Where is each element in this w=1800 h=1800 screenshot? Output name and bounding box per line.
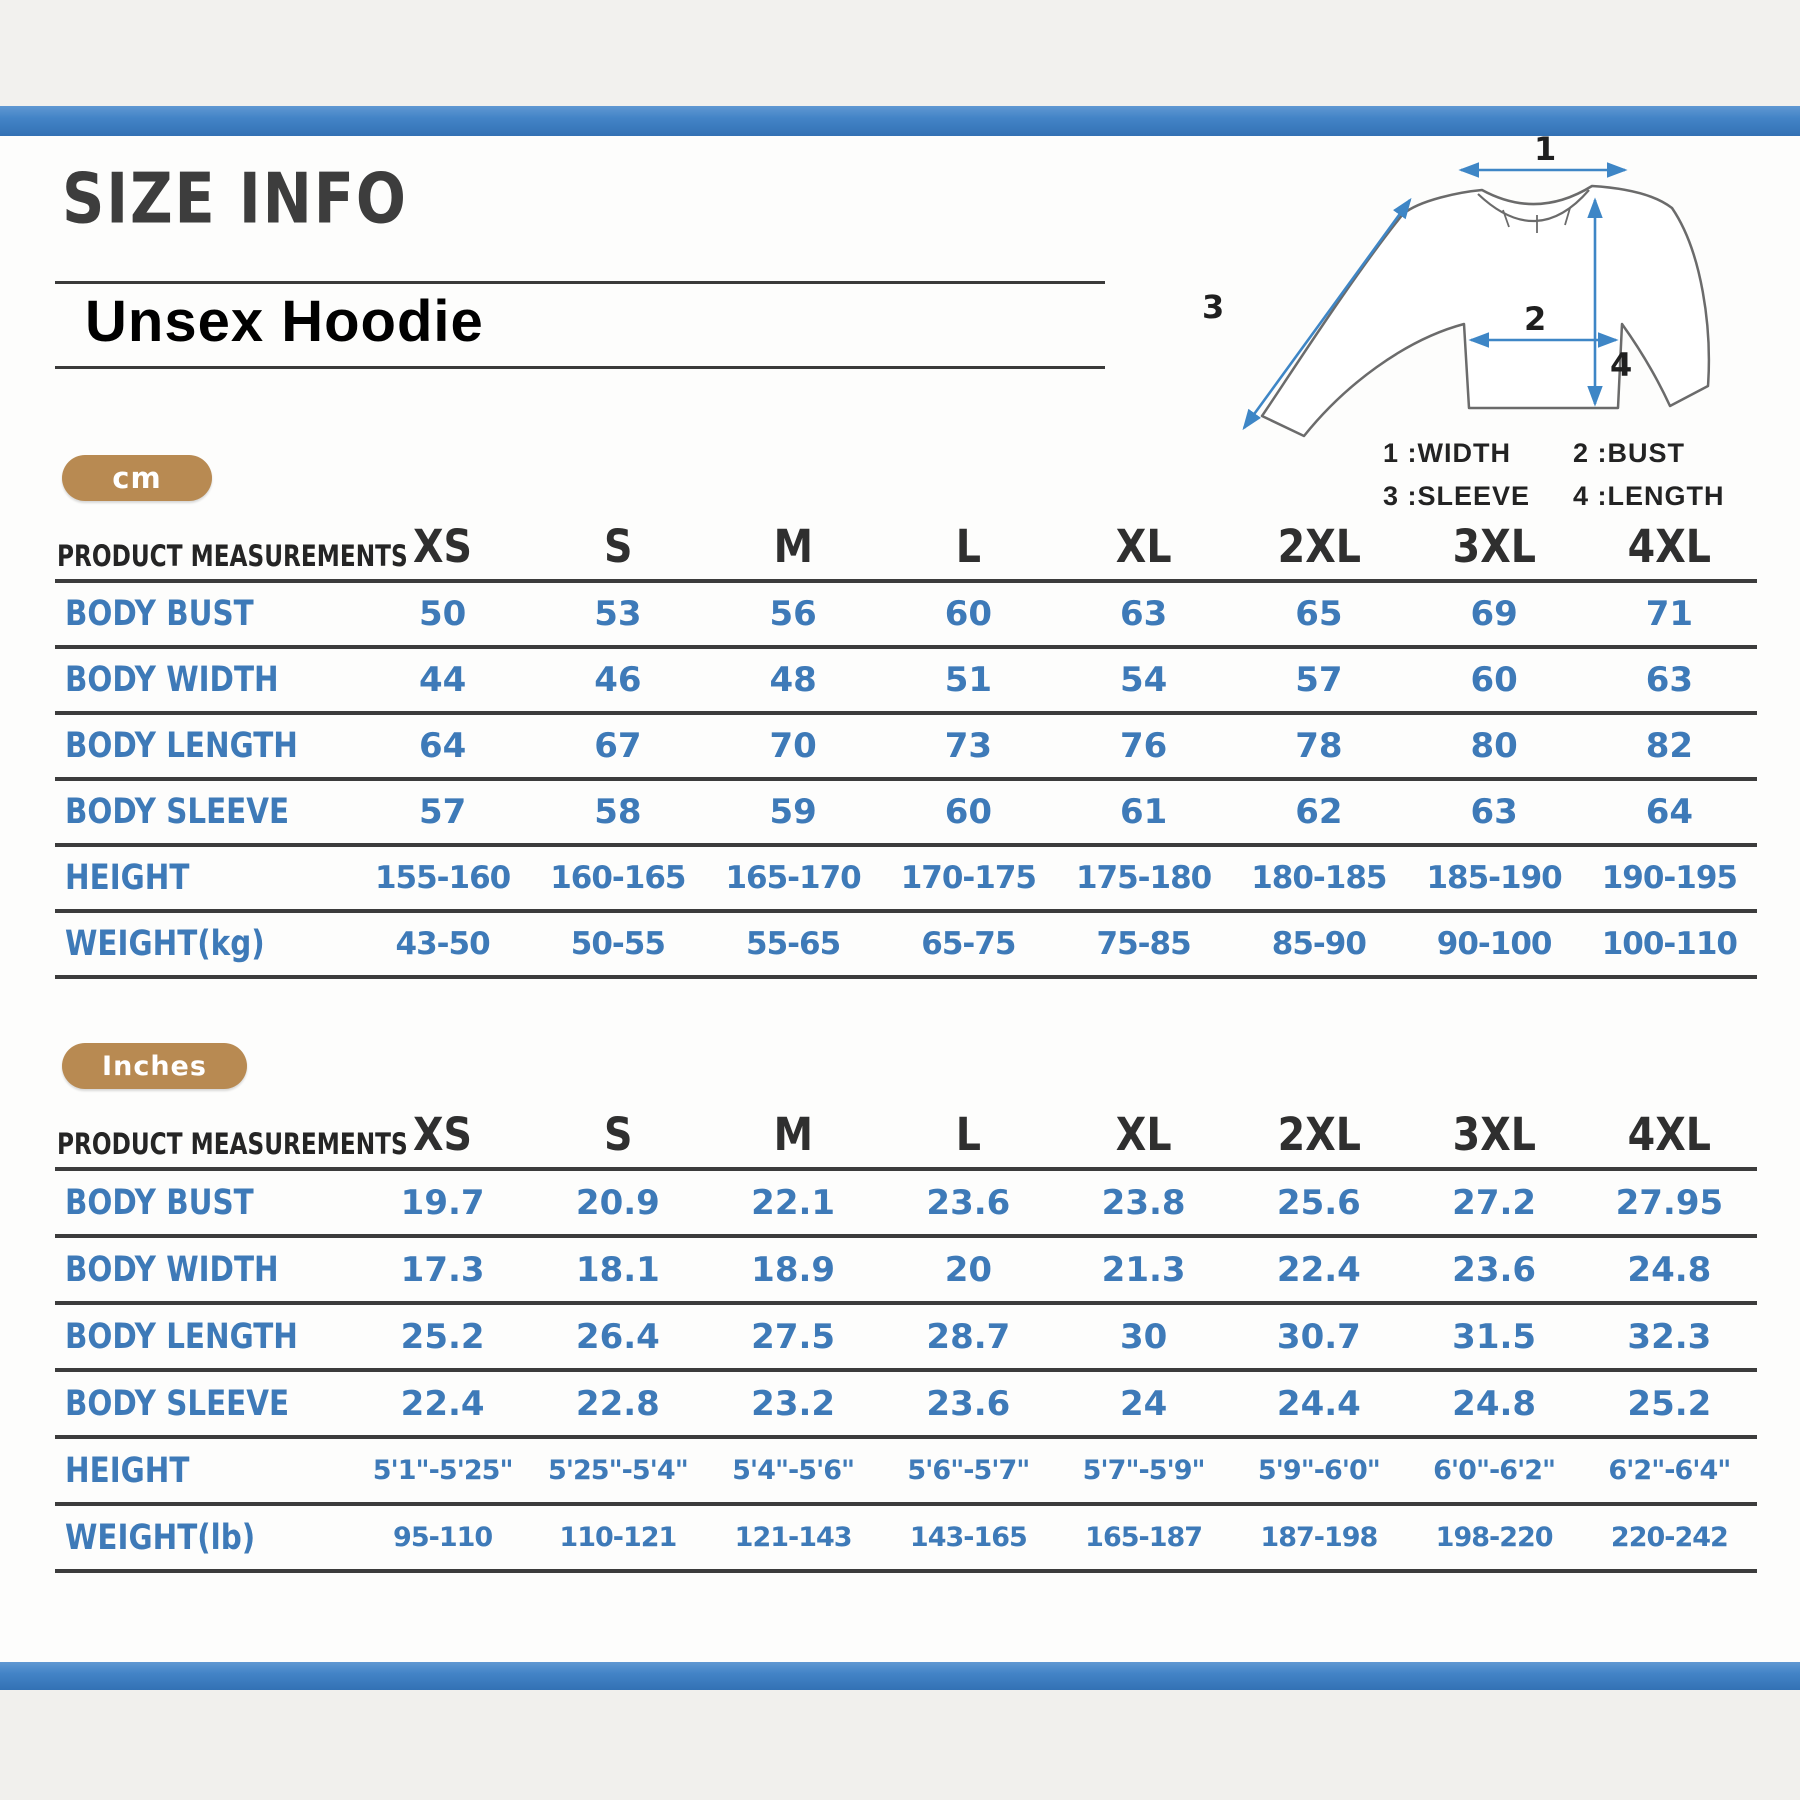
size-column-header: [530, 1108, 705, 1169]
size-value-cell: 22.4: [355, 1370, 530, 1437]
row-body-width: [55, 647, 1757, 713]
size-column-header: [1407, 519, 1582, 581]
size-value-cell: 69: [1407, 581, 1582, 647]
header-label: S: [603, 1108, 633, 1161]
size-value-cell: 24.8: [1407, 1370, 1582, 1437]
row-label-cell: [55, 1236, 355, 1303]
row-label: BODY BUST: [65, 1182, 254, 1223]
size-value-cell: 143-165: [881, 1504, 1056, 1571]
size-column-header: [530, 519, 705, 581]
row-height: [55, 845, 1757, 911]
legend-item-width: 1 :WIDTH: [1383, 438, 1511, 468]
top-margin-band: [0, 0, 1800, 108]
header-label: L: [955, 1108, 981, 1161]
size-value-cell: 28.7: [881, 1303, 1056, 1370]
size-value-cell: 110-121: [530, 1504, 705, 1571]
size-value-cell: 76: [1056, 713, 1231, 779]
size-value-cell: 24.8: [1582, 1236, 1757, 1303]
header-label: M: [773, 520, 813, 573]
size-value-cell: 25.6: [1231, 1169, 1406, 1236]
size-value-cell: 55-65: [706, 911, 881, 977]
bottom-blue-bar: [0, 1662, 1800, 1690]
header-label: 3XL: [1452, 520, 1536, 573]
size-column-header: [706, 519, 881, 581]
size-value-cell: 20: [881, 1236, 1056, 1303]
header-row: [55, 1108, 1757, 1169]
divider-line: [55, 281, 1105, 284]
size-value-cell: 23.2: [706, 1370, 881, 1437]
row-label-cell: [55, 581, 355, 647]
row-label-cell: [55, 845, 355, 911]
row-body-sleeve: [55, 779, 1757, 845]
size-value-cell: 5'25"-5'4": [530, 1437, 705, 1504]
row-label-cell: [55, 911, 355, 977]
size-value-cell: 6'0"-6'2": [1407, 1437, 1582, 1504]
size-value-cell: 190-195: [1582, 845, 1757, 911]
size-value-cell: 82: [1582, 713, 1757, 779]
bottom-margin-band: [0, 1690, 1800, 1800]
size-value-cell: 23.6: [1407, 1236, 1582, 1303]
unit-badge-inches: Inches: [62, 1043, 247, 1089]
row-label: HEIGHT: [65, 858, 190, 898]
size-value-cell: 57: [1231, 647, 1406, 713]
measurements-column-header: [55, 519, 408, 581]
size-value-cell: 54: [1056, 647, 1231, 713]
size-value-cell: 32.3: [1582, 1303, 1757, 1370]
measurement-legend: [1383, 438, 1753, 512]
unit-badge-cm: cm: [62, 455, 212, 501]
size-value-cell: 5'4"-5'6": [706, 1437, 881, 1504]
size-value-cell: 175-180: [1056, 845, 1231, 911]
size-value-cell: 73: [881, 713, 1056, 779]
size-value-cell: 26.4: [530, 1303, 705, 1370]
size-value-cell: 60: [881, 581, 1056, 647]
size-value-cell: 75-85: [1056, 911, 1231, 977]
row-label-cell: [55, 713, 355, 779]
header-label: 4XL: [1627, 1108, 1712, 1161]
legend-item-length: 4 :LENGTH: [1573, 481, 1725, 511]
size-value-cell: 5'7"-5'9": [1056, 1437, 1231, 1504]
size-value-cell: 23.8: [1056, 1169, 1231, 1236]
measurements-column-header: [55, 1108, 408, 1169]
cm-size-table: [55, 519, 1757, 979]
size-value-cell: 27.5: [706, 1303, 881, 1370]
size-value-cell: 22.8: [530, 1370, 705, 1437]
size-value-cell: 50: [355, 581, 530, 647]
size-value-cell: 180-185: [1231, 845, 1406, 911]
row-label-cell: [55, 1504, 355, 1571]
size-value-cell: 31.5: [1407, 1303, 1582, 1370]
size-value-cell: 95-110: [355, 1504, 530, 1571]
header-label: XS: [413, 1108, 473, 1161]
row-label: BODY LENGTH: [65, 1316, 298, 1357]
row-body-bust: [55, 1169, 1757, 1236]
row-height: [55, 1437, 1757, 1504]
size-value-cell: 43-50: [355, 911, 530, 977]
row-label: HEIGHT: [65, 1450, 190, 1491]
size-value-cell: 46: [530, 647, 705, 713]
size-value-cell: 78: [1231, 713, 1406, 779]
size-value-cell: 121-143: [706, 1504, 881, 1571]
header-label: 2XL: [1277, 1108, 1361, 1161]
row-label-cell: [55, 1370, 355, 1437]
size-value-cell: 57: [355, 779, 530, 845]
size-value-cell: 64: [1582, 779, 1757, 845]
row-weight-kg: [55, 911, 1757, 977]
hoodie-measurement-diagram: [1172, 128, 1752, 440]
size-value-cell: 61: [1056, 779, 1231, 845]
size-value-cell: 165-170: [706, 845, 881, 911]
size-value-cell: 53: [530, 581, 705, 647]
size-value-cell: 27.2: [1407, 1169, 1582, 1236]
header-label: XL: [1115, 520, 1172, 573]
sleeve-arrow-label: 3: [1202, 288, 1225, 326]
size-value-cell: 198-220: [1407, 1504, 1582, 1571]
size-value-cell: 6'2"-6'4": [1582, 1437, 1757, 1504]
row-body-bust: [55, 581, 1757, 647]
size-value-cell: 22.1: [706, 1169, 881, 1236]
row-label: WEIGHT(kg): [65, 924, 265, 964]
product-name: Unsex Hoodie: [85, 289, 484, 354]
header-label: PRODUCT MEASUREMENTS: [57, 539, 408, 573]
header-row: [55, 519, 1757, 581]
size-value-cell: 63: [1056, 581, 1231, 647]
size-value-cell: 22.4: [1231, 1236, 1406, 1303]
size-value-cell: 62: [1231, 779, 1406, 845]
size-value-cell: 71: [1582, 581, 1757, 647]
header-label: 2XL: [1277, 520, 1361, 573]
row-weight-lb: [55, 1504, 1757, 1571]
header-label: PRODUCT MEASUREMENTS: [57, 1127, 408, 1161]
divider-line: [55, 366, 1105, 369]
size-column-header: [1231, 519, 1406, 581]
size-value-cell: 63: [1407, 779, 1582, 845]
size-value-cell: 170-175: [881, 845, 1056, 911]
size-value-cell: 30: [1056, 1303, 1231, 1370]
size-value-cell: 56: [706, 581, 881, 647]
row-label-cell: [55, 1303, 355, 1370]
row-label-cell: [55, 1169, 355, 1236]
row-body-length: [55, 1303, 1757, 1370]
size-value-cell: 50-55: [530, 911, 705, 977]
size-value-cell: 65-75: [881, 911, 1056, 977]
size-value-cell: 80: [1407, 713, 1582, 779]
size-column-header: [1056, 519, 1231, 581]
size-value-cell: 165-187: [1056, 1504, 1231, 1571]
size-column-header: [706, 1108, 881, 1169]
size-value-cell: 30.7: [1231, 1303, 1406, 1370]
size-value-cell: 185-190: [1407, 845, 1582, 911]
row-label-cell: [55, 1437, 355, 1504]
size-value-cell: 24: [1056, 1370, 1231, 1437]
size-column-header: [1582, 1108, 1757, 1169]
header-label: M: [773, 1108, 813, 1161]
bust-arrow-label: 2: [1524, 300, 1547, 338]
size-value-cell: 220-242: [1582, 1504, 1757, 1571]
inches-size-table: [55, 1108, 1757, 1573]
size-value-cell: 5'6"-5'7": [881, 1437, 1056, 1504]
size-value-cell: 59: [706, 779, 881, 845]
size-value-cell: 65: [1231, 581, 1406, 647]
size-column-header: [1407, 1108, 1582, 1169]
size-value-cell: 5'1"-5'25": [355, 1437, 530, 1504]
legend-item-bust: 2 :BUST: [1573, 438, 1686, 468]
size-value-cell: 70: [706, 713, 881, 779]
size-value-cell: 187-198: [1231, 1504, 1406, 1571]
row-label: BODY LENGTH: [65, 726, 298, 766]
row-label: BODY WIDTH: [65, 1249, 279, 1290]
page-title: SIZE INFO: [62, 160, 408, 240]
size-value-cell: 17.3: [355, 1236, 530, 1303]
size-column-header: [881, 1108, 1056, 1169]
header-label: XL: [1115, 1108, 1172, 1161]
legend-item-sleeve: 3 :SLEEVE: [1383, 481, 1531, 511]
size-value-cell: 18.9: [706, 1236, 881, 1303]
size-value-cell: 27.95: [1582, 1169, 1757, 1236]
size-value-cell: 155-160: [355, 845, 530, 911]
size-value-cell: 5'9"-6'0": [1231, 1437, 1406, 1504]
size-value-cell: 23.6: [881, 1370, 1056, 1437]
row-label: BODY WIDTH: [65, 660, 279, 700]
size-column-header: [1582, 519, 1757, 581]
size-value-cell: 23.6: [881, 1169, 1056, 1236]
size-value-cell: 44: [355, 647, 530, 713]
row-body-width: [55, 1236, 1757, 1303]
row-label-cell: [55, 647, 355, 713]
row-label-cell: [55, 779, 355, 845]
size-column-header: [881, 519, 1056, 581]
size-value-cell: 90-100: [1407, 911, 1582, 977]
row-label: BODY SLEEVE: [65, 792, 290, 832]
size-value-cell: 20.9: [530, 1169, 705, 1236]
size-value-cell: 63: [1582, 647, 1757, 713]
header-label: 3XL: [1452, 1108, 1536, 1161]
size-value-cell: 160-165: [530, 845, 705, 911]
size-value-cell: 85-90: [1231, 911, 1406, 977]
size-value-cell: 18.1: [530, 1236, 705, 1303]
size-value-cell: 25.2: [1582, 1370, 1757, 1437]
size-value-cell: 67: [530, 713, 705, 779]
row-body-sleeve: [55, 1370, 1757, 1437]
row-body-length: [55, 713, 1757, 779]
length-arrow-label: 4: [1610, 346, 1633, 384]
row-label: BODY BUST: [65, 594, 254, 634]
width-arrow-label: 1: [1534, 130, 1557, 168]
size-value-cell: 24.4: [1231, 1370, 1406, 1437]
size-value-cell: 48: [706, 647, 881, 713]
size-value-cell: 60: [881, 779, 1056, 845]
size-column-header: [1231, 1108, 1406, 1169]
header-label: L: [955, 520, 981, 573]
size-value-cell: 58: [530, 779, 705, 845]
header-label: S: [603, 520, 633, 573]
size-column-header: [1056, 1108, 1231, 1169]
size-value-cell: 100-110: [1582, 911, 1757, 977]
size-value-cell: 64: [355, 713, 530, 779]
size-value-cell: 25.2: [355, 1303, 530, 1370]
row-label: WEIGHT(lb): [65, 1517, 256, 1558]
row-label: BODY SLEEVE: [65, 1383, 290, 1424]
size-value-cell: 21.3: [1056, 1236, 1231, 1303]
size-value-cell: 60: [1407, 647, 1582, 713]
size-value-cell: 19.7: [355, 1169, 530, 1236]
header-label: 4XL: [1627, 520, 1712, 573]
size-value-cell: 51: [881, 647, 1056, 713]
header-label: XS: [413, 520, 473, 573]
